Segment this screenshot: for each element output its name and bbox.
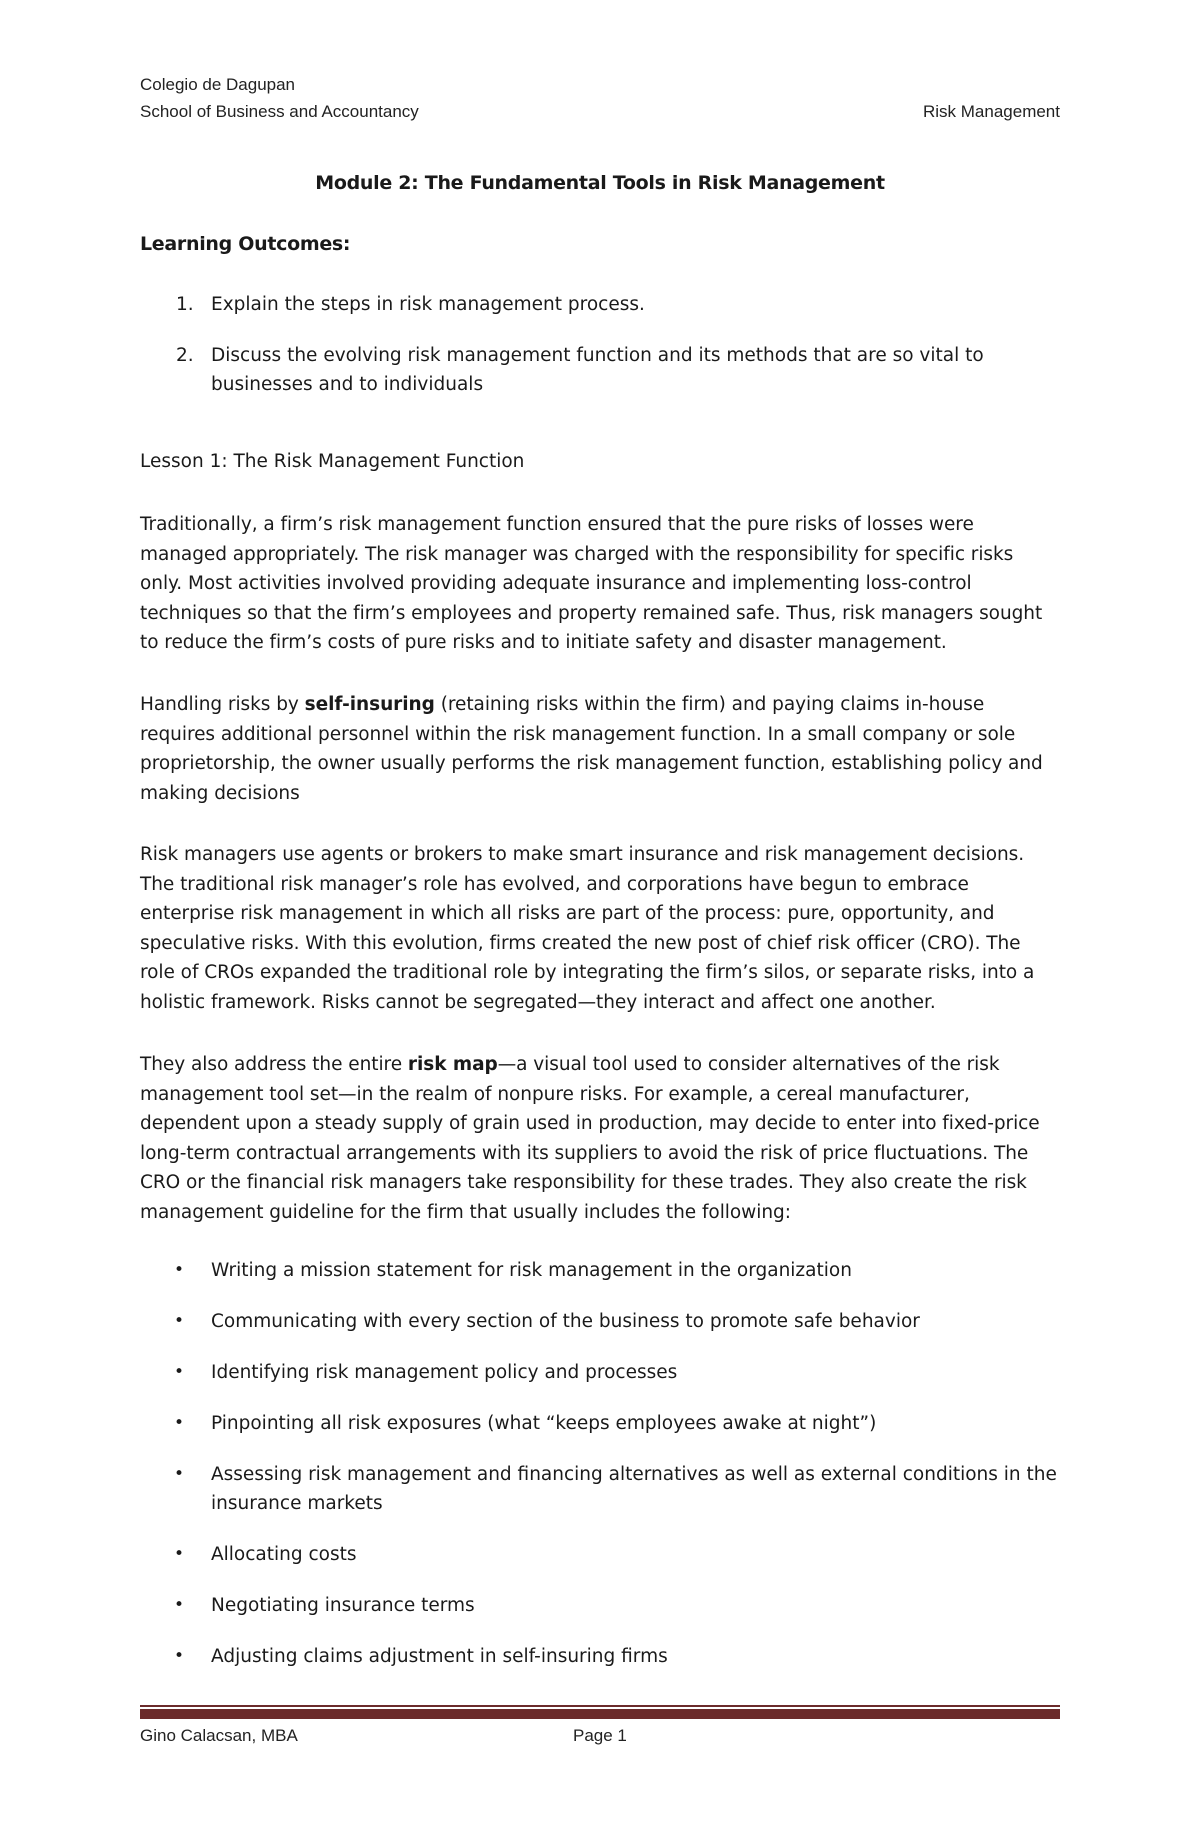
college-name: Colegio de Dagupan — [140, 75, 296, 94]
guideline-text: Adjusting claims adjustment in self-insuring firms — [211, 1645, 668, 1667]
guideline-text: Negotiating insurance terms — [211, 1594, 475, 1616]
bullet-icon: • — [174, 1594, 185, 1615]
guideline-item — [140, 1642, 1060, 1672]
page-number: Page 1 — [573, 1726, 627, 1745]
bullet-icon: • — [174, 1463, 185, 1484]
guideline-text: Assessing risk management and financing alternatives as well as external conditions in the insurance markets — [211, 1463, 1057, 1515]
module-title: Module 2: The Fundamental Tools in Risk Management — [315, 172, 885, 194]
paragraph-self-insuring — [140, 690, 1060, 808]
guideline-text: Pinpointing all risk exposures (what “keeps employees awake at night”) — [211, 1412, 877, 1434]
paragraph-text: —a visual tool used to consider alternatives of the risk management tool set—in the realm of nonpure risks. For example, a cereal manufacturer, dependent upon a steady supply of grain used in production, may decide to enter into fixed-price long-term contractual arrangements with its suppliers to avoid the risk of price fluctuations. The CRO or the financial risk managers take responsibility for these trades. They also create the risk management guideline for the firm that usually includes the following: — [140, 1054, 1040, 1223]
paragraph-cro: Risk managers use agents or brokers to make smart insurance and risk management decisions. The traditional risk manager’s role has evolved, and corporations have begun to embrace enterprise risk management in which all risks are part of the process: pure, opportunity, and speculative risks. With this evolution, firms created the new post of chief risk officer (CRO). The role of CROs expanded the traditional role by integrating the firm’s silos, or separate risks, into a holistic framework. Risks cannot be segregated—they interact and affect one another. — [140, 844, 1035, 1013]
learning-outcome-item — [140, 290, 1060, 320]
guideline-text: Allocating costs — [211, 1544, 357, 1566]
guideline-item — [140, 1307, 1060, 1337]
bullet-icon: • — [174, 1544, 185, 1565]
school-name: School of Business and Accountancy — [140, 102, 419, 121]
bullet-icon: • — [174, 1412, 185, 1433]
outcome-number: 2. — [176, 344, 194, 366]
page-header — [140, 71, 1060, 125]
footer-author: Gino Calacsan, MBA — [140, 1726, 298, 1745]
guideline-item — [140, 1591, 1060, 1621]
outcome-text: Discuss the evolving risk management function and its methods that are so vital to businesses and to individuals — [211, 344, 984, 396]
bullet-icon: • — [174, 1361, 185, 1382]
guideline-text: Writing a mission statement for risk management in the organization — [211, 1260, 852, 1281]
paragraph-traditional-role: Traditionally, a firm’s risk management function ensured that the pure risks of losses were managed appropriately. The risk manager was charged with the responsibility for specific risks only. Most activities involved providing adequate insurance and implementing loss-control techniques so that the firm’s employees and property remained safe. Thus, risk managers sought to reduce the firm’s costs of pure risks and to initiate safety and disaster management. — [140, 514, 1043, 654]
guideline-bullet-list — [140, 1256, 1060, 1693]
guideline-item — [140, 1256, 1060, 1286]
lesson-heading: Lesson 1: The Risk Management Function — [140, 451, 525, 472]
outcome-number: 1. — [176, 294, 194, 315]
paragraph-risk-map — [140, 1050, 1060, 1228]
bullet-icon: • — [174, 1645, 185, 1666]
guideline-item — [140, 1358, 1060, 1388]
outcome-text: Explain the steps in risk management process. — [211, 294, 645, 315]
learning-outcome-item — [140, 341, 1060, 400]
guideline-item — [140, 1460, 1060, 1519]
learning-outcomes-list — [140, 290, 1060, 421]
guideline-item — [140, 1409, 1060, 1439]
course-name: Risk Management — [922, 102, 1060, 121]
bullet-icon: • — [174, 1260, 185, 1280]
paragraph-text: They also address the entire — [140, 1054, 408, 1075]
guideline-text: Communicating with every section of the business to promote safe behavior — [211, 1310, 920, 1332]
paragraph-text: (retaining risks within the firm) and paying claims in-house requires additional personnel within the risk management function. In a small company or sole proprietorship, the owner usually performs the risk management function, establishing policy and making decisions — [140, 694, 1043, 804]
guideline-item — [140, 1540, 1060, 1570]
learning-outcomes-heading: Learning Outcomes: — [140, 233, 351, 255]
term-risk-map: risk map — [407, 1054, 498, 1075]
term-self-insuring: self-insuring — [304, 694, 435, 715]
bullet-icon: • — [174, 1310, 185, 1331]
guideline-text: Identifying risk management policy and processes — [211, 1361, 678, 1383]
paragraph-text: Handling risks by — [140, 694, 305, 715]
footer-divider — [140, 1709, 1060, 1719]
